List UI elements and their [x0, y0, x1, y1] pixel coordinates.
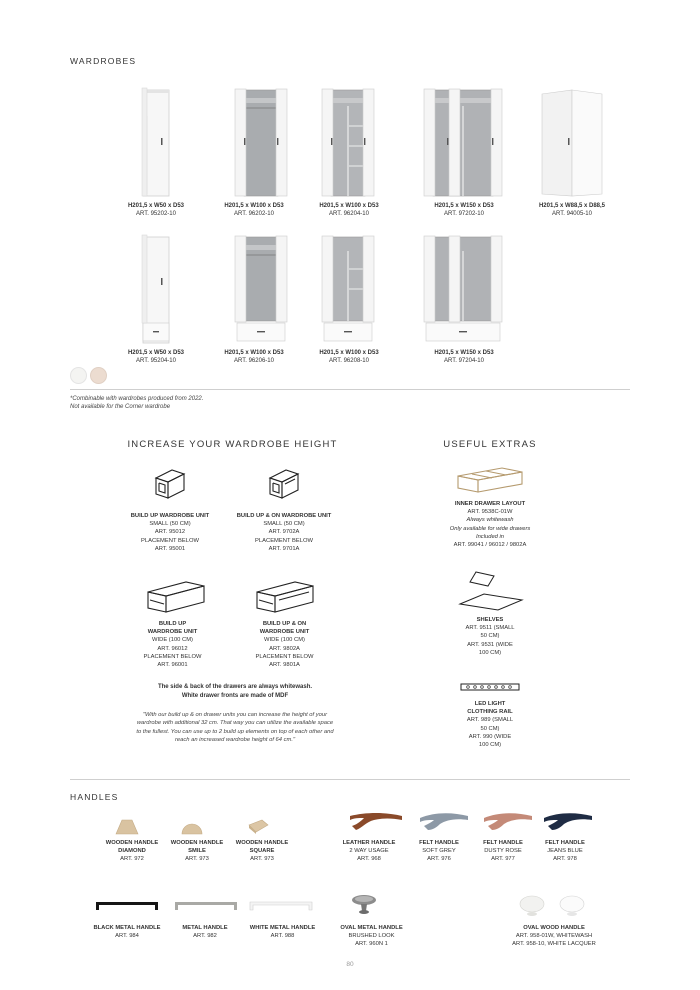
wardrobe-caption [199, 349, 309, 365]
divider [70, 779, 630, 780]
wardrobe-96204-image [321, 86, 376, 198]
wardrobe-96208-image [321, 233, 376, 345]
caption-line: ART. 9702A [268, 529, 300, 536]
caption-line: SHELVES [476, 617, 504, 623]
handle-art: ART. 972 [120, 856, 144, 863]
increase-height-title: INCREASE YOUR WARDROBE HEIGHT [127, 439, 338, 450]
handle-caption [235, 924, 330, 940]
wardrobe-caption [199, 202, 309, 218]
wardrobe-95204-image [141, 233, 171, 345]
wardrobe-art: ART. 95202-10 [136, 211, 176, 217]
wardrobe-dimensions: H201,5 x W150 x D53 [434, 203, 494, 209]
build-up-on-small-caption [232, 512, 336, 553]
handle-art: ART. 984 [115, 933, 139, 940]
useful-extras-title: USEFUL EXTRAS [443, 439, 537, 450]
handle-sub: DUSTY ROSE [484, 848, 522, 855]
shelves-icon [458, 570, 524, 612]
handle-name: WOODEN HANDLE [170, 840, 224, 846]
wardrobe-dimensions: H201,5 x W100 x D53 [319, 203, 379, 209]
note-line: The side & back of the drawers are always whitewash. [157, 684, 313, 690]
led-rail-icon [460, 683, 520, 691]
wardrobe-art: ART. 96202-10 [234, 211, 274, 217]
wardrobe-caption [409, 202, 519, 218]
wooden-handle-diamond-icon [114, 818, 140, 836]
wardrobe-97202-image [423, 86, 503, 198]
felt-handle-grey-icon [416, 808, 472, 834]
caption-line: ART. 989 (SMALL [466, 717, 514, 724]
handle-art: ART. 973 [250, 856, 274, 863]
wooden-handle-square-icon [246, 817, 270, 835]
wardrobe-dimensions: H201,5 x W88,5 x D88,5 [538, 203, 606, 209]
caption-line: PLACEMENT BELOW [141, 537, 199, 544]
caption-line: ART. 96001 [157, 662, 188, 669]
handle-sub: ART. 958-01W, WHITEWASH [515, 933, 593, 940]
drawer-material-note [120, 683, 350, 700]
wardrobe-dimensions: H201,5 x W50 x D53 [127, 350, 185, 356]
wooden-handle-smile-icon [180, 816, 204, 836]
oval-metal-handle-icon [349, 893, 379, 917]
caption-line: BUILD UP & ON WARDROBE UNIT [236, 513, 332, 519]
leather-handle-icon [346, 808, 408, 834]
caption-line: WARDROBE UNIT [147, 629, 198, 636]
caption-line: ART. 9701A [268, 545, 300, 552]
compatibility-note [70, 395, 203, 411]
handle-name: FELT HANDLE [419, 840, 459, 846]
caption-line: SMALL (50 CM) [149, 521, 191, 528]
caption-line: ART. 9531 (WIDE [467, 641, 513, 648]
caption-line: ART. 95001 [154, 545, 186, 552]
wardrobe-dimensions: H201,5 x W50 x D53 [127, 203, 185, 209]
handle-caption [520, 839, 610, 864]
wardrobe-caption [294, 349, 404, 365]
wardrobe-caption [294, 202, 404, 218]
handle-name: WOODEN HANDLE [105, 840, 159, 846]
caption-line: CLOTHING RAIL [467, 709, 513, 716]
handle-sub: DIAMOND [118, 848, 146, 855]
wardrobe-art: ART. 96204-10 [329, 211, 369, 217]
caption-line: BUILD UP WARDROBE UNIT [130, 513, 210, 519]
wardrobe-dimensions: H201,5 x W150 x D53 [434, 350, 494, 356]
wardrobe-caption [101, 202, 211, 218]
handle-name: LEATHER HANDLE [342, 840, 396, 846]
wardrobe-art: ART. 96208-10 [329, 358, 369, 364]
handle-name: WHITE METAL HANDLE [249, 925, 316, 931]
caption-line: 100 CM) [478, 649, 502, 656]
wardrobe-art: ART. 95204-10 [136, 358, 176, 364]
handle-art: ART. 973 [185, 856, 209, 863]
inner-drawer-layout-icon [456, 466, 524, 494]
led-rail-caption [450, 700, 530, 749]
wardrobe-96206-image [234, 233, 289, 345]
build-up-small-icon [152, 466, 186, 500]
caption-line: ART. 9802A [269, 645, 300, 652]
handle-name: WOODEN HANDLE [235, 840, 289, 846]
divider [70, 389, 630, 390]
handle-name: OVAL WOOD HANDLE [523, 925, 585, 931]
caption-line: WARDROBE UNIT [259, 629, 310, 636]
wardrobe-dimensions: H201,5 x W100 x D53 [224, 350, 284, 356]
handle-art: ART. 976 [427, 856, 451, 863]
caption-line: PLACEMENT BELOW [255, 653, 314, 660]
handle-name: BLACK METAL HANDLE [93, 925, 161, 931]
handle-art: ART. 978 [553, 856, 577, 863]
caption-line: 100 CM) [478, 742, 502, 749]
handle-caption [217, 839, 307, 864]
build-up-wide-caption [125, 620, 220, 669]
shelves-caption [450, 616, 530, 657]
black-metal-handle-icon [94, 898, 160, 914]
note-line: White drawer fronts are made of MDF [181, 692, 289, 699]
caption-line: 50 CM) [480, 725, 500, 732]
handle-sub: SQUARE [249, 848, 275, 855]
caption-line: PLACEMENT BELOW [143, 653, 202, 660]
handle-art: ART. 958-10, WHITE LACQUER [512, 941, 596, 948]
build-up-small-caption [120, 512, 220, 553]
handle-art: ART. 968 [357, 856, 381, 863]
handle-sub: SOFT GREY [422, 848, 456, 855]
handle-art: ART. 982 [193, 933, 217, 940]
handle-sub: SMILE [188, 848, 206, 855]
caption-line: SMALL (50 CM) [263, 521, 305, 528]
wardrobe-art: ART. 96206-10 [234, 358, 274, 364]
caption-line: BUILD UP [158, 621, 187, 627]
handle-caption [82, 924, 172, 940]
caption-line: ART. 99041 / 96012 / 9802A [453, 542, 527, 549]
caption-line: ART. 9801A [269, 662, 300, 669]
caption-line: ART. 96012 [157, 645, 188, 652]
caption-line: Included in [475, 533, 505, 540]
caption-line: 50 CM) [480, 633, 500, 640]
handle-name: METAL HANDLE [182, 925, 228, 931]
build-up-on-small-icon [266, 466, 300, 500]
oval-wood-handle-whitewash-icon [518, 894, 546, 918]
note-line: *Combinable with wardrobes produced from 2022. [70, 396, 204, 402]
wardrobe-caption [517, 202, 627, 218]
handle-caption [324, 924, 419, 949]
wardrobe-dimensions: H201,5 x W100 x D53 [224, 203, 284, 209]
wardrobe-caption [101, 349, 211, 365]
handle-sub: JEANS BLUE [547, 848, 583, 855]
handle-name: FELT HANDLE [545, 840, 585, 846]
caption-line: WIDE (100 CM) [152, 637, 193, 644]
caption-line: BUILD UP & ON [262, 621, 307, 627]
inner-drawer-caption [430, 500, 550, 549]
felt-handle-rose-icon [480, 808, 536, 834]
page-number: 80 [346, 961, 354, 968]
caption-line: LED LIGHT [474, 701, 506, 707]
handle-sub: BRUSHED LOOK [348, 933, 395, 940]
caption-line: ART. 9538C-01W [467, 509, 513, 516]
note-line: Not available for the Corner wardrobe [70, 404, 171, 410]
caption-line: Always whitewash [466, 517, 514, 524]
handle-art: ART. 988 [270, 933, 295, 940]
caption-line: WIDE (100 CM) [264, 637, 305, 644]
handle-sub: 2 WAY USAGE [349, 848, 389, 855]
felt-handle-blue-icon [540, 808, 596, 834]
wardrobe-art: ART. 97202-10 [444, 211, 484, 217]
handle-art: ART. 977 [491, 856, 515, 863]
caption-line: ART. 9511 (SMALL [465, 625, 515, 632]
wardrobe-96202-image [234, 86, 289, 198]
wardrobe-97204-image [423, 233, 503, 345]
metal-handle-icon [173, 898, 239, 914]
caption-line: PLACEMENT BELOW [255, 537, 313, 544]
build-up-on-wide-caption [237, 620, 332, 669]
color-swatch-rose [90, 367, 107, 384]
handle-caption [494, 924, 614, 949]
color-swatch-white [70, 367, 87, 384]
white-metal-handle-icon [248, 898, 314, 914]
handle-name: OVAL METAL HANDLE [340, 925, 403, 931]
handle-name: FELT HANDLE [483, 840, 523, 846]
caption-line: INNER DRAWER LAYOUT [454, 501, 526, 507]
handles-title: HANDLES [70, 792, 119, 802]
wardrobe-95202-image [141, 86, 171, 198]
wardrobe-94005-image [538, 86, 606, 198]
wardrobe-art: ART. 97204-10 [444, 358, 484, 364]
wardrobe-art: ART. 94005-10 [552, 211, 592, 217]
caption-line: Only available for wide drawers [449, 525, 531, 532]
wardrobe-dimensions: H201,5 x W100 x D53 [319, 350, 379, 356]
build-up-on-wide-icon [255, 578, 315, 614]
wardrobes-title: WARDROBES [70, 56, 137, 66]
build-up-quote: "With our build up & on drawer units you can increase the height of your wardrobe with additional 32 cm. That way you can utilize the available space to the fullest. You can use up to 2 build up elements on top of each other and reach an increased wardrobe height of 64 cm." [136, 712, 334, 743]
oval-wood-handle-white-icon [558, 894, 586, 918]
wardrobe-caption [409, 349, 519, 365]
build-up-wide-icon [146, 578, 206, 614]
caption-line: ART. 95012 [154, 529, 186, 536]
caption-line: ART. 990 (WIDE [468, 733, 512, 740]
handle-art: ART. 960N 1 [355, 941, 388, 948]
